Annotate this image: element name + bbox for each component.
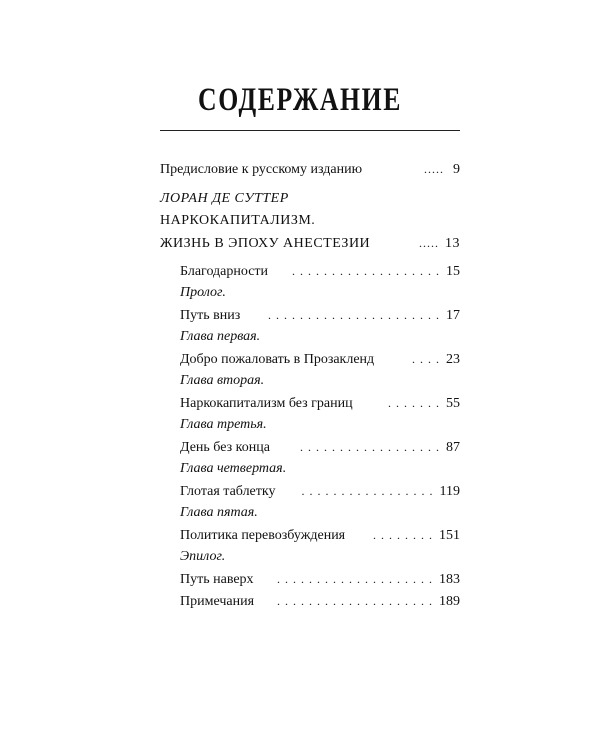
toc-entry[interactable] xyxy=(180,392,460,414)
toc-page-number: 55 xyxy=(446,396,460,411)
toc-entry-book-title[interactable] xyxy=(160,232,460,254)
toc-page-number: 119 xyxy=(439,484,460,499)
toc-entry-label: Путь вниз xyxy=(180,308,241,323)
toc-entry-label: ЖИЗНЬ В ЭПОХУ АНЕСТЕЗИИ xyxy=(160,236,371,251)
toc-page-number: 23 xyxy=(446,352,460,367)
title-divider xyxy=(160,130,460,131)
toc-section-heading: Глава пятая. xyxy=(180,505,258,520)
toc-entry-label: Путь наверх xyxy=(180,572,254,587)
toc-section-heading: Глава вторая. xyxy=(180,373,265,388)
toc-leader-dots: . . . . . . . . . . . . . . . . . . xyxy=(300,440,440,454)
toc-entry-label: Политика перевозбуждения xyxy=(180,528,346,543)
toc-entry-preface[interactable] xyxy=(160,158,460,180)
toc-entry-label: Предисловие к русскому изданию xyxy=(160,162,363,177)
table-of-contents xyxy=(160,158,460,612)
toc-entry-label: День без конца xyxy=(180,440,270,455)
toc-entry[interactable] xyxy=(180,568,460,590)
toc-page-number: 183 xyxy=(439,572,460,587)
toc-section-heading: Пролог. xyxy=(180,285,226,300)
toc-section-heading: Глава первая. xyxy=(180,329,261,344)
toc-entry[interactable] xyxy=(180,260,460,282)
toc-entry-label: Примечания xyxy=(180,594,255,609)
toc-leader-dots: . . . . . . . . . . . . . . . . . . . . xyxy=(277,572,433,586)
toc-leader-dots: ..... xyxy=(419,236,439,250)
toc-leader-dots: . . . . . . . . xyxy=(373,528,433,542)
toc-page-number: 15 xyxy=(446,264,460,279)
toc-page-number: 13 xyxy=(445,236,460,251)
toc-entry-label: Глотая таблетку xyxy=(180,484,276,499)
page-title: СОДЕРЖАНИЕ xyxy=(198,82,402,118)
toc-section-heading: Глава четвертая. xyxy=(180,461,287,476)
toc-section-heading: Глава третья. xyxy=(180,417,267,432)
toc-entry[interactable] xyxy=(180,348,460,370)
toc-page-number: 87 xyxy=(446,440,460,455)
toc-leader-dots: . . . . . . . . . . . . . . . . . xyxy=(301,484,434,498)
toc-leader-dots: ..... xyxy=(424,162,444,176)
toc-page-number: 151 xyxy=(439,528,460,543)
toc-leader-dots: . . . . . . . xyxy=(388,396,440,410)
toc-leader-dots: . . . . . . . . . . . . . . . . . . . . . . xyxy=(268,308,440,322)
toc-entry-label: Добро пожаловать в Прозакленд xyxy=(180,352,375,367)
toc-section-heading: Эпилог. xyxy=(180,549,226,564)
toc-entry[interactable] xyxy=(180,436,460,458)
toc-leader-dots: . . . . xyxy=(412,352,440,366)
toc-entry-label: Наркокапитализм без границ xyxy=(180,396,353,411)
book-title-text: НАРКОКАПИТАЛИЗМ. xyxy=(160,213,316,228)
toc-entry-label: Благодарности xyxy=(180,264,269,279)
toc-entry[interactable] xyxy=(180,304,460,326)
author-name: ЛОРАН ДЕ СУТТЕР xyxy=(160,191,289,206)
book-title-line-1 xyxy=(160,210,460,232)
toc-page-number: 9 xyxy=(453,162,460,177)
toc-entry[interactable] xyxy=(180,480,460,502)
toc-page-number: 189 xyxy=(439,594,460,609)
toc-leader-dots: . . . . . . . . . . . . . . . . . . . xyxy=(292,264,440,278)
toc-entry[interactable] xyxy=(180,524,460,546)
toc-chapter-list xyxy=(160,260,460,612)
toc-leader-dots: . . . . . . . . . . . . . . . . . . . . xyxy=(277,594,433,608)
toc-entry[interactable] xyxy=(180,590,460,612)
toc-page-number: 17 xyxy=(446,308,460,323)
